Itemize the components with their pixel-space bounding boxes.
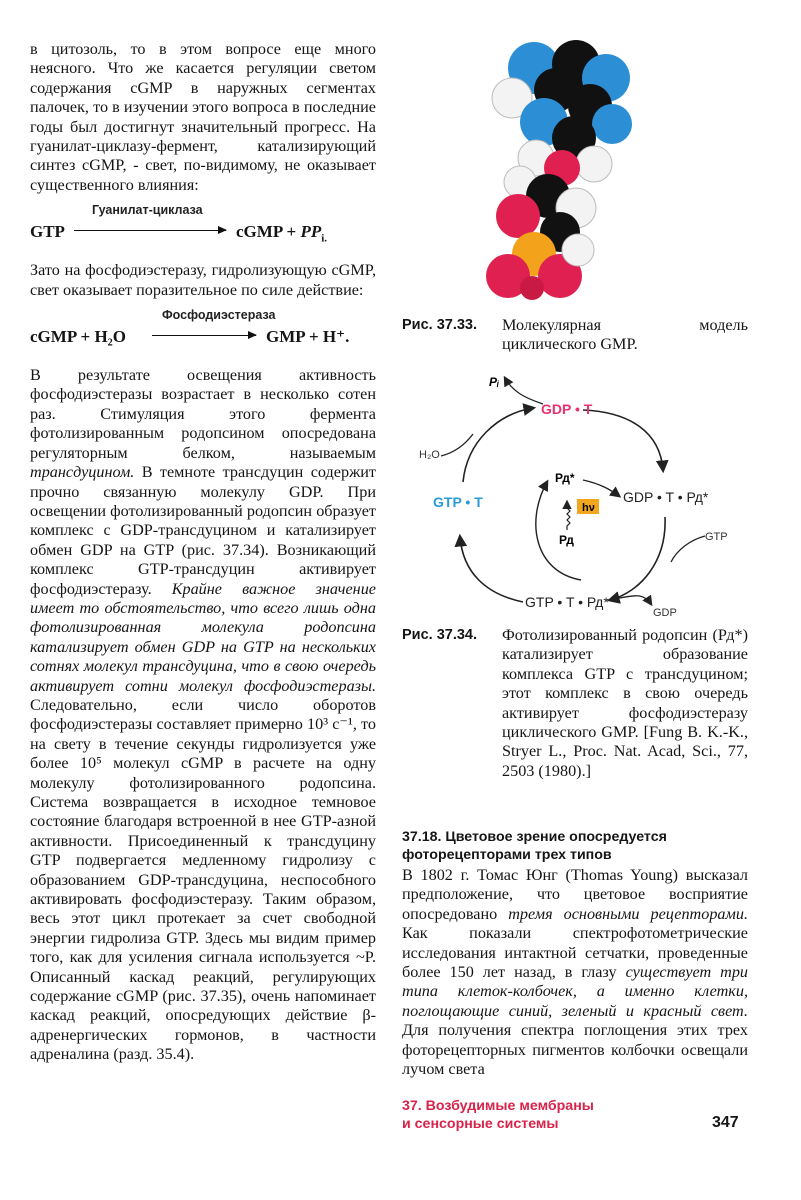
figure-37-33-number: Рис. 37.33. [402, 317, 478, 333]
enzyme-label-phosphodiesterase: Фосфодиэстераза [162, 308, 276, 323]
figure-37-34-caption [402, 626, 748, 781]
arrow-pi-release [505, 378, 543, 404]
label-hv: hν [582, 502, 595, 514]
model-atoms [486, 40, 632, 300]
equation-guanylate-cyclase [30, 197, 376, 253]
running-footer-chapter: 37. Возбудимые мембраны и сенсорные системы [402, 1098, 594, 1132]
arrow-light-activation [567, 502, 570, 530]
transducin-cycle-diagram [405, 372, 750, 620]
figure-37-33-caption [402, 316, 748, 355]
enzyme-label-guanylate-cyclase: Гуанилат-циклаза [92, 203, 203, 218]
arrow-rd-star-return [536, 482, 581, 580]
label-gdp-out: GDP [653, 607, 677, 619]
arrow-h2o-input [441, 434, 473, 456]
paragraph-2: Зато на фосфодиэстеразу, гидролизующую cGMP, свет оказывает поразительное по силе действие: [30, 261, 376, 299]
equation-2-product: GMP + H⁺. [266, 327, 350, 347]
figure-37-34-number: Рис. 37.34. [402, 627, 478, 643]
arrow-gtp-complex-to-gtp-t [460, 537, 523, 602]
label-gdp-t-rd: GDP • T • Рд* [623, 489, 709, 505]
section-paragraph: В 1802 г. Томас Юнг (Thomas Young) высказал предположение, что цветовое восприятие опосредовано тремя основными рецепторами. Как показали спектрофотометрические исследования интактной сетчатки, проведенные более 150 лет назад, в глазу существует три типа клеток-колбочек, а именно клетки, поглощающие синий, зеленый и красный свет. Для получения спектра поглощения этих трех фоторецепторных пигментов колбочки освещали лучом света [402, 866, 749, 1079]
label-h2o: H₂O [419, 449, 440, 461]
label-gtp-in: GTP [705, 531, 728, 543]
paragraph-3: В результате освещения активность фосфодиэстеразы возрастает в несколько сотен раз. Стимуляция этого фермента фотолизированным родопсином опосредована регуляторным белком, называемым трансдуцином. В темноте трансдуцин содержит прочно связанную молекулу GDP. При освещении фотолизированный родопсин образует комплекс с GDP-трансдуцином и катализирует обмен GDP на GTP (рис. 37.34). Возникающий комплекс GTP-трансдуцин активирует фосфодиэстеразу. Крайне важное значение имеет то обстоятельство, что всего лишь одна фотолизированная молекула родопсина катализирует обмен GDP на GTP на нескольких сотнях молекул трансдуцина, что в свою очередь активирует сотни молекул фосфодиэстеразы. Следовательно, если число оборотов фосфодиэстеразы составляет примерно 10³ с⁻¹, то на свету в течение секунды гидролизуется уже более 10⁵ молекул cGMP в расчете на одну молекулу фотолизированного родопсина. Система возвращается в исходное темновое состояние благодаря встроенной в нее GTP-азной активности. Присоединенный к трансдуцину GTP подвергается медленному гидролизу с образованием GDP-трансдуцина, неспособного активировать фосфодиэстеразу. Таким образом, весь этот цикл протекает за счет свободной энергии гидролиза GTP. Здесь мы видим пример того, как для усиления сигнала используется ~P. Описанный каскад реакций, регулирующих содержание cGMP (рис. 37.35), очень напоминает каскад реакций, опосредующих действие β-адренергических гормонов, в частности адреналина (разд. 35.4). [30, 366, 376, 1064]
figure-37-34-text: Фотолизированный родопсин (Рд*) катализирует образование комплекса GTP с трансдуцином; этот комплекс в свою очередь активирует фосфодиэстеразу циклического GMP. [Fung B. K.-K., Stryer L., Proc. Nat. Acad, Sci., 77, 2503 (1980).] [502, 626, 748, 780]
equation-1-product: cGMP + $PP_{i.}$ [236, 222, 328, 245]
label-rd-star: Рд* [555, 471, 575, 485]
arrow-gdp-t-to-complex [583, 410, 663, 470]
arrow-gtp-input [671, 536, 705, 562]
left-column [30, 40, 376, 1065]
label-gtp-t-rd: GTP • T • Рд* [525, 594, 609, 610]
equation-phosphodiesterase [30, 302, 376, 358]
figure-37-33-text: Молекулярная модель циклического GMP. [502, 316, 748, 354]
arrow-gdp-output [619, 596, 651, 604]
equation-1-reactant: GTP [30, 222, 65, 242]
arrow-complex-to-gtp-complex [610, 517, 665, 600]
page-number: 347 [712, 1114, 739, 1131]
arrow-gtp-t-to-gdp-t [463, 408, 533, 482]
paragraph-1: в цитозоль, то в этом вопросе еще много неясного. Что же касается регуляции светом содержания cGMP в наружных сегментах палочек, то в изучении этого вопроса в последние годы был достигнут значительный прогресс. На гуанилат-циклазу-фермент, катализирующий синтез cGMP, - свет, по-видимому, не оказывает существенного влияния: [30, 40, 376, 194]
cgmp-molecular-model [478, 40, 638, 302]
label-rd: Рд [559, 533, 574, 547]
equation-2-reactant: cGMP + H₂O [30, 327, 126, 347]
arrow-rd-star-to-complex [583, 480, 619, 496]
section-title: 37.18. Цветовое зрение опосредуется фоторецепторами трех типов [402, 829, 667, 863]
label-gdp-t: GDP • T [541, 401, 593, 417]
label-gtp-t: GTP • T [433, 494, 483, 510]
label-pi: Pᵢ [489, 375, 500, 389]
reaction-arrow-1 [74, 230, 226, 231]
section-37-18 [402, 828, 748, 1079]
reaction-arrow-2 [152, 335, 256, 336]
